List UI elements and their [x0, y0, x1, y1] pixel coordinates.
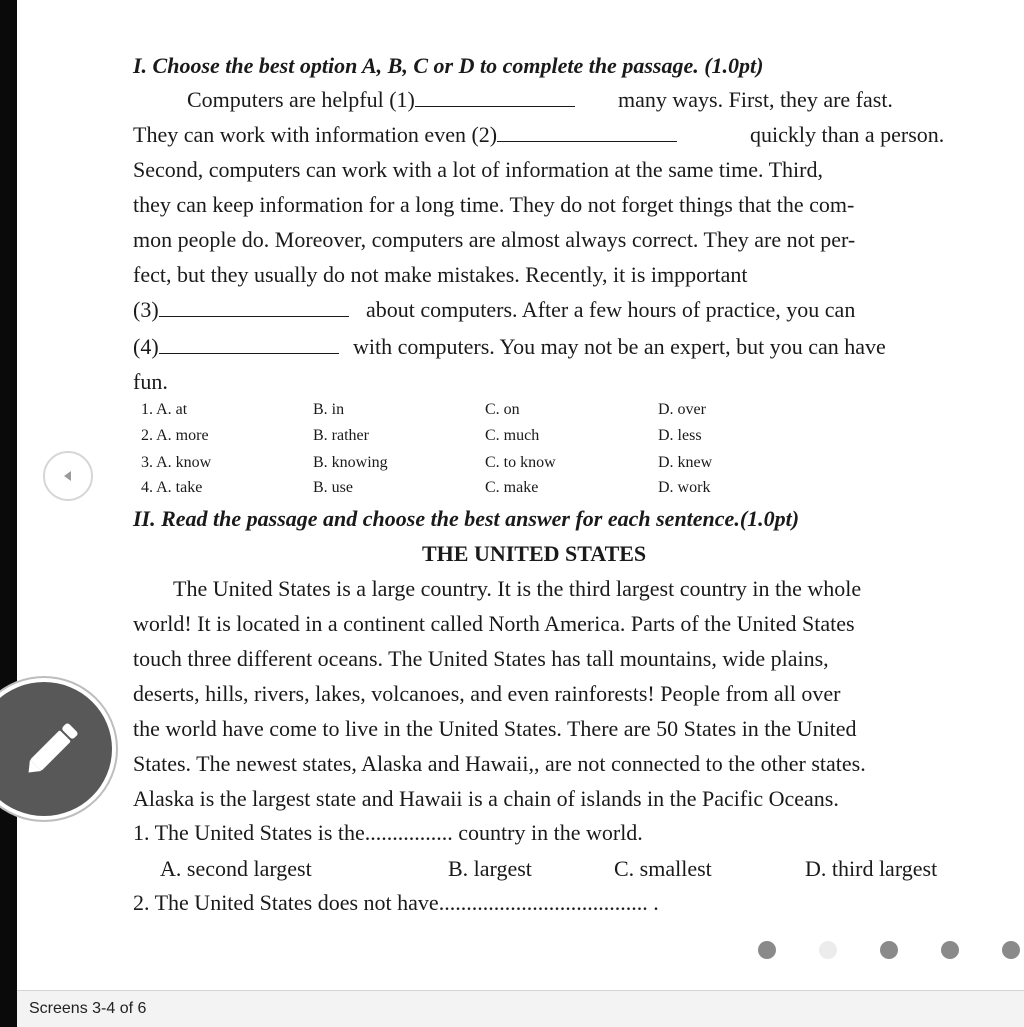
- part1-heading: I. Choose the best option A, B, C or D to complete the passage. (1.0pt): [133, 53, 764, 78]
- text-segment: They can work with information even (2): [133, 122, 498, 147]
- passage1-line4: they can keep information for a long time. They do not forget things that the com-: [133, 192, 855, 217]
- option-cell: B. rather: [313, 427, 369, 444]
- passage2-line: deserts, hills, rivers, lakes, volcanoes, and even rainforests! People from all over: [133, 681, 841, 706]
- q1-option-d: D. third largest: [805, 856, 938, 881]
- text-segment: many ways. First, they are fast.: [618, 87, 893, 112]
- option-cell: C. make: [485, 479, 539, 496]
- q1-option-a: A. second largest: [160, 856, 312, 881]
- q1-option-c: C. smallest: [614, 856, 712, 881]
- page-dot[interactable]: [880, 941, 898, 959]
- option-cell: D. knew: [658, 454, 713, 471]
- option-cell: C. on: [485, 401, 520, 418]
- passage2-line: States. The newest states, Alaska and Hawaii,, are not connected to the other states.: [133, 751, 866, 776]
- passage1-line1: [187, 87, 893, 113]
- text-segment: Computers are helpful (1): [187, 87, 415, 112]
- passage1-line6: fect, but they usually do not make mistakes. Recently, it is impportant: [133, 262, 748, 287]
- option-cell: D. work: [658, 479, 711, 496]
- passage2-line: The United States is a large country. It is the third largest country in the whole: [173, 576, 862, 601]
- passage2-line: the world have come to live in the United States. There are 50 States in the United: [133, 716, 857, 741]
- passage1-line3: Second, computers can work with a lot of information at the same time. Third,: [133, 157, 823, 182]
- question-1: 1. The United States is the................ country in the world.: [133, 820, 643, 845]
- option-cell: 2. A. more: [141, 427, 209, 444]
- option-cell: C. to know: [485, 454, 556, 471]
- status-bar: [17, 990, 1024, 1027]
- passage1-line8: [133, 334, 886, 360]
- option-cell: B. knowing: [313, 454, 388, 471]
- page-dot[interactable]: [758, 941, 776, 959]
- part2-heading: II. Read the passage and choose the best answer for each sentence.(1.0pt): [133, 506, 800, 531]
- option-cell: B. in: [313, 401, 345, 418]
- pagination-dots: [0, 938, 1024, 962]
- answer-blank-2: [497, 123, 677, 142]
- passage2-line: world! It is located in a continent called North America. Parts of the United States: [133, 611, 855, 636]
- passage2-title: THE UNITED STATES: [422, 541, 647, 566]
- answer-blank-3: [159, 298, 349, 317]
- q1-option-b: B. largest: [448, 856, 532, 881]
- left-arrow-icon: [60, 468, 76, 484]
- answer-blank-1: [415, 88, 575, 107]
- option-cell: D. less: [658, 427, 702, 444]
- back-button[interactable]: [43, 451, 93, 501]
- passage1-line2: [133, 122, 945, 148]
- screen-indicator: Screens 3-4 of 6: [29, 1000, 147, 1017]
- passage2-line: touch three different oceans. The United States has tall mountains, wide plains,: [133, 646, 829, 671]
- text-segment: quickly than a person.: [750, 122, 945, 147]
- question-2: 2. The United States does not have...................................... .: [133, 890, 659, 915]
- passage1-line9: fun.: [133, 369, 168, 394]
- option-cell: 3. A. know: [141, 454, 212, 471]
- option-cell: B. use: [313, 479, 353, 496]
- pencil-icon: [22, 715, 86, 784]
- option-cell: C. much: [485, 427, 540, 444]
- text-segment: (3): [133, 297, 159, 322]
- answer-blank-4: [159, 335, 339, 354]
- page-dot-active[interactable]: [819, 941, 837, 959]
- page-dot[interactable]: [1002, 941, 1020, 959]
- passage1-line7: [133, 297, 856, 323]
- text-segment: with computers. You may not be an expert, but you can have: [353, 334, 886, 359]
- option-cell: 4. A. take: [141, 479, 203, 496]
- passage2-line: Alaska is the largest state and Hawaii is a chain of islands in the Pacific Oceans.: [133, 786, 839, 811]
- page-dot[interactable]: [941, 941, 959, 959]
- option-cell: 1. A. at: [141, 401, 188, 418]
- option-cell: D. over: [658, 401, 706, 418]
- text-segment: about computers. After a few hours of practice, you can: [366, 297, 856, 322]
- text-segment: (4): [133, 334, 159, 359]
- passage1-line5: mon people do. Moreover, computers are almost always correct. They are not per-: [133, 227, 856, 252]
